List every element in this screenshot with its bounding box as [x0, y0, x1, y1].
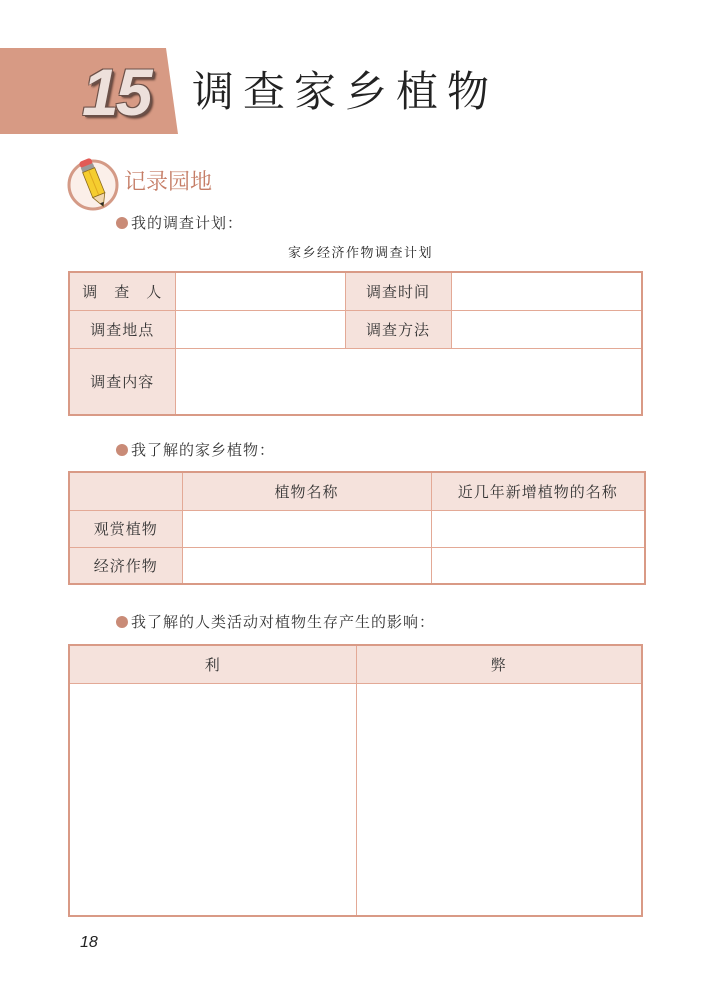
row-label-ornamental: 观赏植物 — [69, 510, 182, 547]
method-label: 调查方法 — [345, 310, 451, 348]
row-label-economic: 经济作物 — [69, 547, 182, 584]
plants-table — [68, 471, 646, 585]
table-header-row — [69, 645, 642, 683]
table-row — [69, 547, 645, 584]
header-corner — [69, 472, 182, 510]
cons-field[interactable] — [356, 683, 642, 916]
time-field[interactable] — [451, 272, 642, 310]
table-row — [69, 310, 642, 348]
table-header-row — [69, 472, 645, 510]
ornamental-name-field[interactable] — [182, 510, 431, 547]
header-pros: 利 — [69, 645, 356, 683]
bullet-dot-icon — [116, 616, 128, 628]
header-cons: 弊 — [356, 645, 642, 683]
plan-table — [68, 271, 643, 416]
lesson-title: 调查家乡植物 — [192, 67, 499, 116]
location-field[interactable] — [175, 310, 345, 348]
bullet-dot-icon — [116, 217, 128, 229]
content-label: 调查内容 — [69, 348, 175, 415]
method-field[interactable] — [451, 310, 642, 348]
investigator-label: 调 查 人 — [69, 272, 175, 310]
pencil-icon — [66, 154, 122, 212]
section-title: 记录园地 — [124, 170, 213, 195]
plan-table-caption: 家乡经济作物调查计划 — [287, 246, 433, 261]
table-row — [69, 348, 642, 415]
location-label: 调查地点 — [69, 310, 175, 348]
table-row — [69, 272, 642, 310]
impact-prompt — [116, 612, 435, 632]
plants-prompt-text: 我了解的家乡植物： — [131, 441, 276, 459]
bullet-dot-icon — [116, 444, 128, 456]
impact-prompt-text: 我了解的人类活动对植物生存产生的影响： — [131, 613, 436, 631]
table-row — [69, 510, 645, 547]
plants-prompt — [116, 440, 275, 460]
ornamental-new-field[interactable] — [431, 510, 645, 547]
plan-prompt — [116, 213, 243, 233]
time-label: 调查时间 — [345, 272, 451, 310]
table-row — [69, 683, 642, 916]
content-field[interactable] — [175, 348, 642, 415]
pros-field[interactable] — [69, 683, 356, 916]
economic-new-field[interactable] — [431, 547, 645, 584]
header-new-plants: 近几年新增植物的名称 — [431, 472, 645, 510]
lesson-number: 15 — [82, 55, 150, 129]
economic-name-field[interactable] — [182, 547, 431, 584]
impact-table — [68, 644, 643, 917]
page-number: 18 — [80, 934, 98, 951]
investigator-field[interactable] — [175, 272, 345, 310]
plan-prompt-text: 我的调查计划： — [131, 214, 244, 232]
header-plant-name: 植物名称 — [182, 472, 431, 510]
